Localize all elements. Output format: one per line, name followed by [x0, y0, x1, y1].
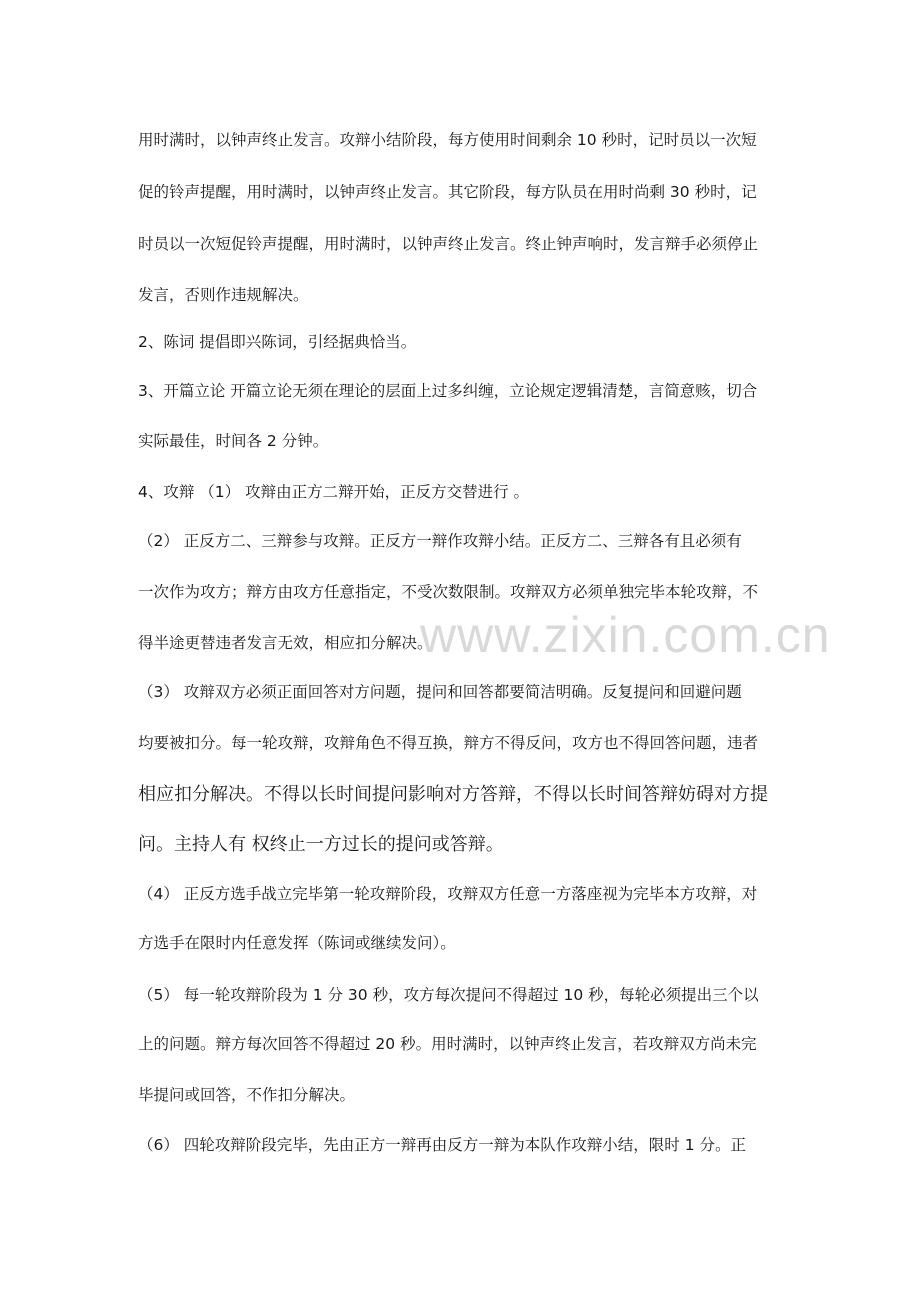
text-line: （2） 正反方二、三辩参与攻辩。正反方一辩作攻辩小结。正反方二、三辩各有且必须有: [138, 532, 742, 550]
text-line: 均要被扣分。每一轮攻辩，攻辩角色不得互换，辩方不得反问，攻方也不得回答问题，违者: [138, 734, 759, 752]
text-line: （4） 正反方选手战立完毕第一轮攻辩阶段，攻辩双方任意一方落座视为完毕本方攻辩，对: [138, 885, 758, 903]
text-line: 上的问题。辩方每次回答不得超过 20 秒。用时满时，以钟声终止发言，若攻辩双方尚未完: [138, 1035, 757, 1053]
text-line: 4、攻辩 （1） 攻辩由正方二辩开始，正反方交替进行 。: [138, 483, 530, 501]
text-line: 得半途更替违者发言无效，相应扣分解决。: [138, 634, 433, 652]
text-line: 相应扣分解决。不得以长时间提问影响对方答辩，不得以长时间答辩妨碍对方提: [138, 784, 768, 805]
watermark: www.zixin.com.cn: [420, 607, 831, 663]
text-line: 促的铃声提醒，用时满时，以钟声终止发言。其它阶段，每方队员在用时尚剩 30 秒时，记: [138, 183, 757, 201]
text-line: 实际最佳，时间各 2 分钟。: [138, 432, 329, 450]
text-line: 问。主持人有 权终止一方过长的提问或答辩。: [138, 834, 504, 855]
text-line: 一次作为攻方；辩方由攻方任意指定，不受次数限制。攻辩双方必须单独完毕本轮攻辩，不: [138, 583, 759, 601]
text-line: 3、开篇立论 开篇立论无须在理论的层面上过多纠缠，立论规定逻辑清楚，言简意赅，切合: [138, 382, 758, 400]
text-line: （3） 攻辩双方必须正面回答对方问题，提问和回答都要简洁明确。反复提问和回避问题: [138, 683, 742, 701]
text-line: （5） 每一轮攻辩阶段为 1 分 30 秒，攻方每次提问不得超过 10 秒，每轮必须提出三个以: [138, 986, 759, 1004]
text-line: 毕提问或回答，不作扣分解决。: [138, 1086, 356, 1104]
text-line: 发言，否则作违规解决。: [138, 286, 309, 304]
text-line: 2、陈词 提倡即兴陈词，引经据典恰当。: [138, 333, 417, 351]
text-line: 时员以一次短促铃声提醒，用时满时，以钟声终止发言。终止钟声响时，发言辩手必须停止: [138, 235, 759, 253]
text-line: 用时满时，以钟声终止发言。攻辩小结阶段，每方使用时间剩余 10 秒时，记时员以一次短: [138, 131, 757, 149]
text-line: （6） 四轮攻辩阶段完毕，先由正方一辩再由反方一辩为本队作攻辩小结，限时 1 分。正: [138, 1136, 747, 1154]
text-line: 方选手在限时内任意发挥（陈词或继续发问）。: [138, 934, 456, 952]
